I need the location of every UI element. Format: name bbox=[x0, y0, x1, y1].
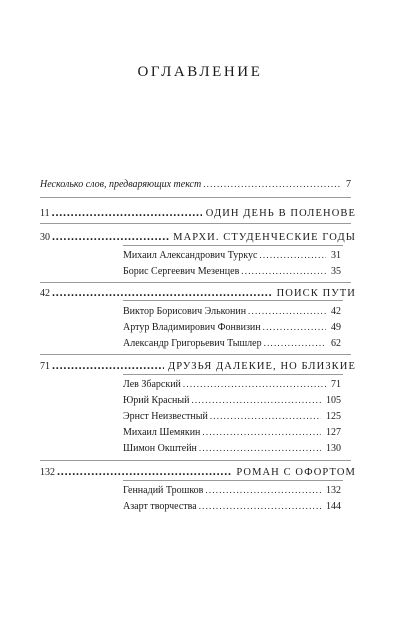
dot-leader bbox=[210, 411, 321, 421]
dot-leader bbox=[248, 306, 326, 316]
page-number: 62 bbox=[331, 338, 341, 349]
toc-entry bbox=[123, 427, 341, 438]
toc-entry bbox=[123, 250, 341, 261]
dot-leader bbox=[183, 379, 326, 389]
dot-leader bbox=[241, 266, 326, 276]
toc-entry bbox=[123, 411, 341, 422]
page-number: 31 bbox=[331, 250, 341, 261]
section-title: ДРУЗЬЯ ДАЛЕКИЕ, НО БЛИЗКИЕ bbox=[167, 361, 356, 372]
section-title: ОДИН ДЕНЬ В ПОЛЕНОВЕ bbox=[205, 208, 356, 219]
page-number: 7 bbox=[346, 179, 351, 190]
section-page-number: 30 bbox=[40, 232, 50, 243]
entry-name: Михаил Шемякин bbox=[123, 427, 201, 438]
dot-leader bbox=[52, 205, 202, 220]
section-title: ПОИСК ПУТИ bbox=[276, 288, 356, 299]
section-page-number: 71 bbox=[40, 361, 50, 372]
dot-leader bbox=[52, 229, 169, 244]
toc-entry bbox=[123, 306, 341, 317]
toc-entry bbox=[123, 266, 341, 277]
entry-name: Юрий Красный bbox=[123, 395, 190, 406]
page-number: 144 bbox=[326, 501, 341, 512]
dot-leader bbox=[191, 395, 321, 405]
dot-leader bbox=[199, 501, 321, 511]
section-title: МАРХИ. СТУДЕНЧЕСКИЕ ГОДЫ bbox=[173, 232, 356, 243]
entry-name: Артур Владимирович Фонвизин bbox=[123, 322, 261, 333]
toc-section-4 bbox=[40, 358, 356, 373]
dot-leader bbox=[203, 179, 340, 189]
dot-leader bbox=[199, 443, 321, 453]
toc-entry bbox=[123, 501, 341, 512]
dot-leader bbox=[52, 358, 164, 373]
entry-name: Борис Сергеевич Мезенцев bbox=[123, 266, 240, 277]
entry-name: Виктор Борисович Эльконин bbox=[123, 306, 247, 317]
section-title: РОМАН С ОФОРТОМ bbox=[236, 467, 356, 478]
toc-entry bbox=[123, 379, 341, 390]
entry-name: Азарт творчества bbox=[123, 501, 197, 512]
entry-name: Михаил Александрович Туркус bbox=[123, 250, 258, 261]
page-number: 42 bbox=[331, 306, 341, 317]
divider bbox=[123, 480, 343, 481]
toc-section-2 bbox=[40, 229, 356, 244]
divider bbox=[40, 223, 351, 224]
page-number: 127 bbox=[326, 427, 341, 438]
divider bbox=[40, 460, 351, 461]
toc-entry bbox=[123, 485, 341, 496]
toc-section-1 bbox=[40, 205, 356, 220]
page-number: 132 bbox=[326, 485, 341, 496]
toc-section-3 bbox=[40, 285, 356, 300]
section-page-number: 11 bbox=[40, 208, 50, 219]
dot-leader bbox=[202, 427, 321, 437]
divider bbox=[40, 197, 351, 198]
divider bbox=[123, 300, 343, 301]
page-number: 125 bbox=[326, 411, 341, 422]
toc-section-5 bbox=[40, 464, 356, 479]
toc-preface-entry bbox=[40, 179, 351, 190]
dot-leader bbox=[263, 322, 326, 332]
page-number: 71 bbox=[331, 379, 341, 390]
toc-entry bbox=[123, 395, 341, 406]
page-number: 49 bbox=[331, 322, 341, 333]
dot-leader bbox=[52, 285, 273, 300]
toc-entry bbox=[123, 443, 341, 454]
entry-name: Эрнст Неизвестный bbox=[123, 411, 208, 422]
entry-name: Александр Григорьевич Тышлер bbox=[123, 338, 262, 349]
entry-name: Шимон Окштейн bbox=[123, 443, 197, 454]
divider bbox=[40, 354, 351, 355]
toc-entry bbox=[123, 322, 341, 333]
dot-leader bbox=[205, 485, 321, 495]
divider bbox=[123, 245, 343, 246]
preface-title: Несколько слов, предваряющих текст bbox=[40, 179, 202, 190]
page-title: ОГЛАВЛЕНИЕ bbox=[137, 64, 263, 80]
page-number: 35 bbox=[331, 266, 341, 277]
toc-entry bbox=[123, 338, 341, 349]
dot-leader bbox=[57, 464, 232, 479]
page-number: 130 bbox=[326, 443, 341, 454]
section-page-number: 132 bbox=[40, 467, 55, 478]
divider bbox=[40, 282, 351, 283]
entry-name: Лев Збарский bbox=[123, 379, 181, 390]
divider bbox=[123, 374, 343, 375]
page-number: 105 bbox=[326, 395, 341, 406]
section-page-number: 42 bbox=[40, 288, 50, 299]
dot-leader bbox=[264, 338, 326, 348]
dot-leader bbox=[259, 250, 326, 260]
entry-name: Геннадий Трошков bbox=[123, 485, 204, 496]
